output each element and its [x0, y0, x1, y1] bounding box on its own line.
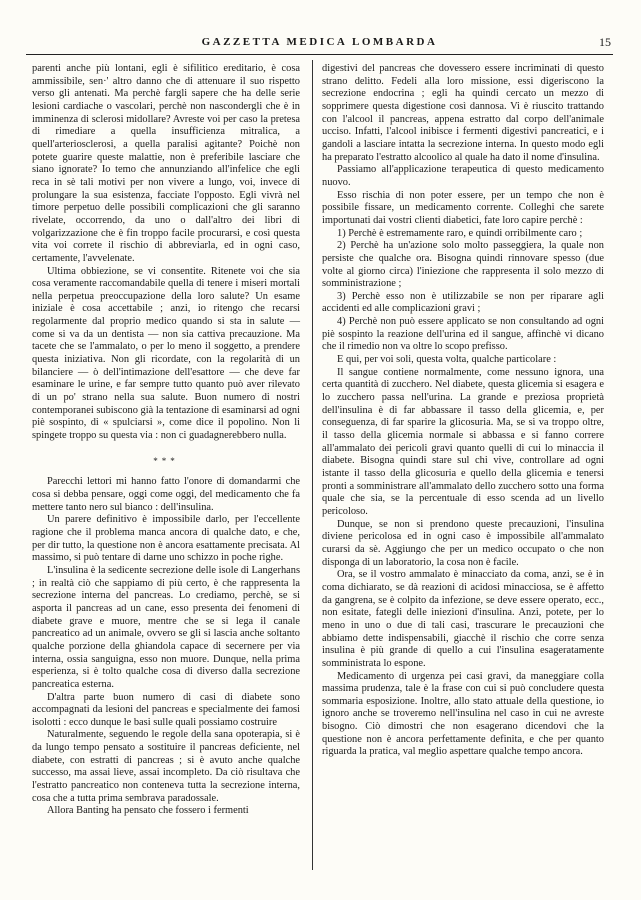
paragraph: L'insulina è la sedicente secrezione delle isole di Langerhans ; in realtà ciò che sappiamo di più certo, è che rappresenta la secrezione interna del pancreas. Lo crediamo, perchè, se si asporta il pancreas ad un cane, esso presenta dei fenomeni di diabete grave e muore, mentre che se si lega il canale pancreatico ad un animale, ovvero se gli si lascia anche soltanto qualche porzione della ghiandola capace di secernere per via interna, ossia sanguigna, esso non muore. Dunque, nella prima esperienza, si è tolto qualche cosa di diverso dalla secrezione pancreatica esterna. [32, 564, 300, 690]
paragraph: Passiamo all'applicazione terapeutica di questo medicamento nuovo. [322, 164, 604, 188]
paragraph: E qui, per voi soli, questa volta, qualche particolare : [337, 354, 557, 366]
paragraph: Allora Banting ha pensato che fossero i fermenti [47, 805, 249, 817]
list-item: 2) Perchè ha un'azione solo molto passeggiera, la quale non persiste che qualche ora. Bisogna quindi rinnovare spesso (due volte al giorno circa) l'iniezione che rappresenta il solo mezzo di somministrazione ; [322, 240, 604, 290]
paragraph: Un parere definitivo è impossibile darlo, per l'eccellente ragione che il problema manca ancora di qualche dato, e che, per dir tutto, la questione non è ancora esattamente precisata. Al massimo, si può tentare di darne uno schizzo in poche righe. [32, 514, 300, 564]
list-item: 3) Perchè esso non è utilizzabile se non per riparare agli accidenti ed alle complicazioni gravi ; [322, 290, 604, 315]
paragraph: Esso rischia di non poter essere, per un tempo che non è possibile fissare, un medicamento corrente. Colleghi che sarete importunati dai vostri clienti diabetici, fate loro capire perchè : [322, 189, 604, 226]
right-column [322, 63, 604, 759]
paragraph: Il sangue contiene normalmente, come nessuno ignora, una certa quantità di zucchero. Nel diabete, questa glicemia si esagera e lo zucchero passa nell'urina. La grande e preziosa proprietà dell'insulina è di far abbassare il tasso della glicemia, e, per conseguenza, di far sparire la glicosuria. Ma, se si va troppo oltre, il tasso della glicemia normale si abbassa e si fanno correre all'ammalato dei pericoli gravi quanto quelli di cui lo minaccia il diabete. Bisogna quindi stare sul chi vive, controllare ad ogni istante il tasso della glicosuria e quello della glicemia e tenersi pronti a somministrare all'ammalato dello zucchero sotto una forma quale che sia, se la percentuale di esso scenda ad un livello pericoloso. [322, 366, 604, 517]
header-rule [26, 54, 613, 55]
paragraph: Parecchi lettori mi hanno fatto l'onore di domandarmi che cosa si debba pensare, oggi come oggi, del medicamento che fa mettere tanto nero sul bianco : dell'insulina. [32, 476, 300, 513]
paragraph: Ora, se il vostro ammalato è minacciato da coma, anzi, se è in coma dichiarato, se dà reazioni di acidosi minacciosa, se è affetto da gangrena, se è colpito da infezione, se deve essere operato, ecc., non esitate, fategli delle iniezioni d'insulina. Anzi, potete, per lo meno in uno o due di tali casi, trascurare le precauzioni che abbiamo dette indispensabili, giacchè il rischio che corre senza insulina è più grande di quello a cui l'insulina esageratamente somministrata lo espone. [322, 569, 604, 669]
paragraph: Dunque, se non si prendono queste precauzioni, l'insulina diviene pericolosa ed in ogni caso è impossibile all'ammalato curarsi da sè. Aggiungo che per un medico occupato o che non disponga di un laboratorio, la cosa non è facile. [322, 518, 604, 568]
paragraph: digestivi del pancreas che dovessero essere incriminati di questo strano delitto. Fedeli alla loro missione, essi digeriscono la secrezione endocrina ; egli ha quindi cercato un mezzo di sopprimere questa digestione così dannosa. Vi è riuscito trattando con l'alcool il pancreas, appena estratto dal corpo dell'animale ucciso. Infatti, l'alcool inibisce i fermenti digestivi pancreatici, e i gandoli a lasciare intatta la secrezione interna. In questo modo egli ha preparato l'estratto alcoolico al quale ha dato il nome d'insulina. [322, 63, 604, 163]
list-item: 4) Perchè non può essere applicato se non consultando ad ogni piè sospinto la reazione dell'urina ed il sangue, affinchè vi dicano che il rimedio non va oltre lo scopo prefisso. [322, 316, 604, 353]
journal-title: GAZZETTA MEDICA LOMBARDA [201, 36, 438, 48]
column-divider [312, 60, 313, 870]
page-number: 15 [599, 35, 611, 49]
section-separator: *** [153, 455, 179, 466]
list-item: 1) Perchè è estremamente raro, e quindi orribilmente caro ; [337, 227, 583, 239]
paragraph: Naturalmente, seguendo le regole della sana opoterapia, si è da lungo tempo pensato a sostituire il pancreas deficiente, nel diabete, con estratti di pancreas ; si è avuto anche qualche successo, ma assai lieve, assai incompleto. Da ciò risultava che l'estratto pancreatico non conteneva tutta la secrezione interna, cosa che a tutta prima sembrava paradossale. [32, 729, 300, 804]
running-header [28, 36, 611, 52]
paragraph: Medicamento di urgenza pei casi gravi, da maneggiare colla massima prudenza, tale è la frase con cui si può concludere questa sommaria esposizione. Inoltre, allo stato attuale della questione, io ignoro anche se troveremo nell'insulina nel caso in cui ne avreste bisogno. Ciò dimostri che non esagerano dicendovi che la questione non è ancora perfettamente definita, e che per quanto riguarda la pratica, val meglio aspettare qualche tempo ancora. [322, 670, 604, 758]
paragraph: D'altra parte buon numero di casi di diabete sono accompagnati da lesioni del pancreas e specialmente dei famosi isolotti : ecco dunque le basi sulle quali possiamo costruire [32, 691, 300, 728]
paragraph: Ultima obbiezione, se vi consentite. Ritenete voi che sia cosa veramente raccomandabile quella di tenere i miseri mortali nella perpetua preoccupazione della loro salute? Un esame iniziale è cosa accettabile ; anzi, io ritengo che recarsi regolarmente dal proprio medico quando si sta in salute — come si va da un dentista — non sia cattiva precauzione. Ma tacete che se l'ammalato, o per lo meno il soggetto, a prendere questa iniziativa. Non gli ricordate, con la regolarità di un bilanciere — ò dell'intimazione dell'esattore — che deve far esaminare le urine, e far sempre tutto quanto può aver rilevato di un po' strano nella sua salute. Buon numero di nostri contemporanei subiscono già la tentazione di esaminarsi ad ogni piè sospinto, di « spulciarsi », come dice il popolino. Non li spingete troppo su questa via : non ci guadagnerebbero nulla. [32, 265, 300, 442]
paragraph: parenti anche più lontani, egli è sifilitico ereditario, è cosa ammissibile, sen·' altro danno che di attenuare il suo rispetto verso gli antenati. Ma perchè fargli sapere che ha delle serie lesioni cardiache o vascolari, perchè non nascondergli che è in imminenza di sclerosi midollare? Avreste voi per caso la pretesa di rimediare a quella insufficienza mitralica, a quell'arteriosclerosi, a quella paralisi agitante? Poichè non potete guarire queste malattie, non è preferibile lasciare che siano ignorate? Io temo che annunziando all'infelice che egli reca in sè tali motivi per non vivere a lungo, voi, invece di prolungare la sua esistenza, facciate l'opposto. Egli vivrà nel timore perpetuo delle possibili complicazioni che gli saranno rivelate, occorrendo, da uno o dall'altro dei libri di volgarizzazione che è fin troppo facile procurarsi, e così questa vita voi correte il rischio di abbreviarla, ed in ogni caso, certamente, l'avvelenate. [32, 63, 300, 264]
left-column [32, 63, 300, 818]
